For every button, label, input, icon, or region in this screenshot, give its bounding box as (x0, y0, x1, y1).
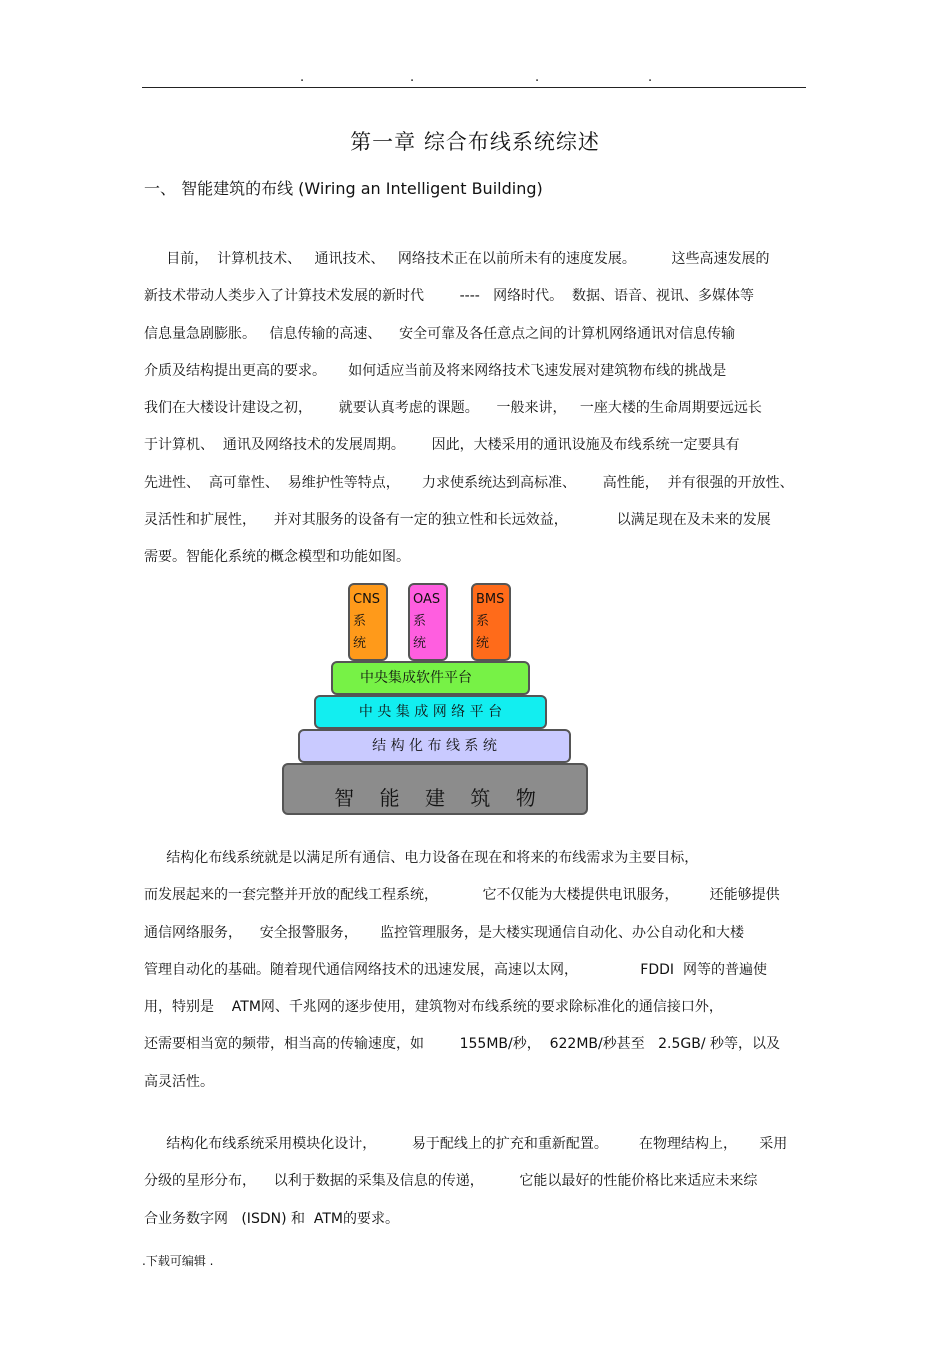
system-label: 系 (413, 614, 427, 629)
software-platform-layer: 中央集成软件平台 (331, 661, 530, 695)
system-name: OAS (413, 592, 441, 607)
text-line: 管理自动化的基础。随着现代通信网络技术的迅速发展，高速以太网， FDDI 网等的普遍使 (144, 961, 767, 978)
cns-system-block (348, 583, 388, 661)
chapter-title: 第一章 综合布线系统综述 (350, 130, 600, 154)
text-line: 结构化布线系统就是以满足所有通信、电力设备在现在和将来的布线需求为主要目标， (144, 850, 699, 866)
system-label: 统 (413, 636, 427, 651)
header-rule (142, 87, 806, 88)
text-line: 还需要相当宽的频带，相当高的传输速度，如 155MB/秒， 622MB/秒甚至 2.5GB/ 秒等，以及 (144, 1036, 780, 1053)
cabling-system-layer: 结 构 化 布 线 系 统 (298, 729, 571, 763)
text-line: 介质及结构提出更高的要求。 如何适应当前及将来网络技术飞速发展对建筑物布线的挑战是 (144, 362, 727, 379)
bms-system-block (471, 583, 511, 661)
page-footer: .下载可编辑 . (142, 1254, 214, 1268)
section-heading: 一、 智能建筑的布线 (Wiring an Intelligent Building) (144, 179, 543, 198)
intelligent-building-layer: 智 能 建 筑 物 (282, 763, 588, 815)
text-line: 于计算机、 通讯及网络技术的发展周期。 因此，大楼采用的通讯设施及布线系统一定要具有 (144, 437, 740, 454)
text-line: 新技术带动人类步入了计算技术发展的新时代 ---- 网络时代。 数据、语音、视讯、多媒体等 (144, 288, 755, 305)
paragraph-2 (144, 840, 804, 1101)
text-line: 合业务数字网 (ISDN) 和 ATM的要求。 (144, 1210, 400, 1227)
text-line: 我们在大楼设计建设之初， 就要认真考虑的课题。 一般来讲， 一座大楼的生命周期要远远长 (144, 400, 762, 417)
text-line: 用，特别是 ATM网、千兆网的逐步使用，建筑物对布线系统的要求除标准化的通信接口外， (144, 999, 723, 1016)
text-line: 高灵活性。 (144, 1073, 214, 1090)
header-dot: . (535, 70, 540, 85)
text-line: 需要。智能化系统的概念模型和功能如图。 (144, 549, 410, 566)
text-line: 灵活性和扩展性， 并对其服务的设备有一定的独立性和长远效益， 以满足现在及未来的发展 (144, 512, 771, 529)
system-name: BMS (476, 592, 505, 607)
oas-system-block (408, 583, 448, 661)
paragraph-1 (144, 241, 804, 577)
header-dot: . (648, 70, 653, 85)
system-label: 系 (476, 614, 490, 629)
text-line: 结构化布线系统采用模块化设计， 易于配线上的扩充和重新配置。 在物理结构上， 采用 (144, 1136, 788, 1152)
intelligent-building-diagram (280, 583, 590, 815)
text-line: 目前， 计算机技术、 通讯技术、 网络技术正在以前所未有的速度发展。 这些高速发展的 (144, 251, 770, 267)
text-line: 先进性、 高可靠性、 易维护性等特点， 力求使系统达到高标准、 高性能， 并有很强的开放性、 (144, 474, 794, 491)
header-dot: . (300, 70, 305, 85)
text-line: 信息量急剧膨胀。 信息传输的高速、 安全可靠及各任意点之间的计算机网络通讯对信息传输 (144, 325, 736, 342)
system-label: 统 (476, 636, 490, 651)
text-line: 分级的星形分布， 以利于数据的采集及信息的传递， 它能以最好的性能价格比来适应未来综 (144, 1173, 758, 1190)
system-label: 系 (353, 614, 367, 629)
text-line: 通信网络服务， 安全报警服务， 监控管理服务，是大楼实现通信自动化、办公自动化和大楼 (144, 924, 745, 941)
system-label: 统 (353, 636, 367, 651)
header-dot: . (410, 70, 415, 85)
network-platform-layer: 中 央 集 成 网 络 平 台 (314, 695, 547, 729)
header-dots (142, 70, 806, 86)
system-name: CNS (353, 592, 381, 607)
text-line: 而发展起来的一套完整并开放的配线工程系统， 它不仅能为大楼提供电讯服务， 还能够提供 (144, 887, 780, 904)
paragraph-3 (144, 1126, 804, 1238)
